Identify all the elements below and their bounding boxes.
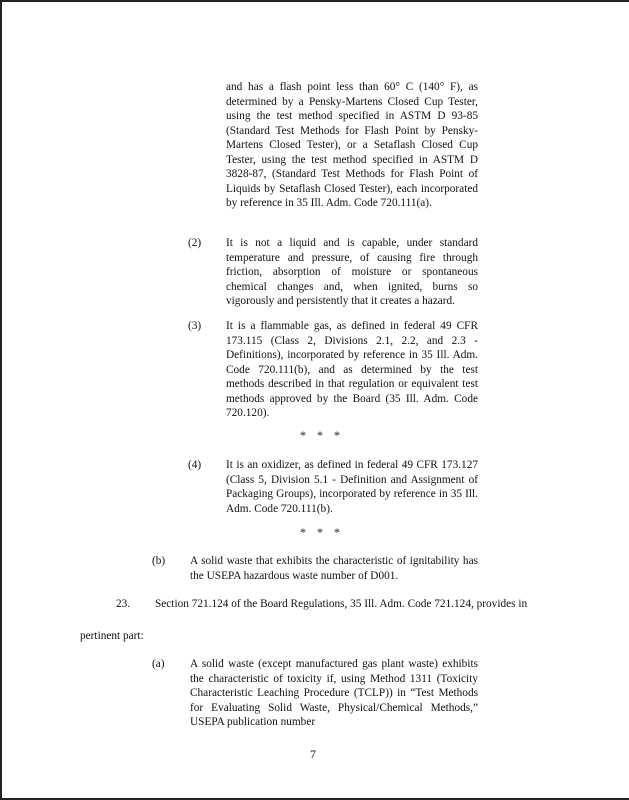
- continued-paragraph: and has a flash point less than 60° C (140° F), as determined by a Pensky-Martens Closed Cup Tester, using the test method specified in ASTM D 93-85 (Standard Test Methods for Flash Point by Pensky-Martens Closed Tester), or a Setaflash Closed Cup Tester, using the test method specified in ASTM D 3828-87, (Standard Test Methods for Flash Point of Liquids by Setaflash Closed Tester), each incorporated by reference in 35 Ill. Adm. Code 720.111(a).: [226, 81, 478, 209]
- item-4-text: It is an oxidizer, as defined in federal 49 CFR 173.127 (Class 5, Division 5.1 - Definition and Assignment of Packaging Groups), incorporated by reference in 35 Ill. Adm. Code 720.111(b).: [226, 459, 478, 515]
- omission-stars: * * *: [300, 428, 344, 442]
- item-3-text: It is a flammable gas, as defined in federal 49 CFR 173.115 (Class 2, Divisions 2.1, 2.2, and 2.3 - Definitions), incorporated by reference in 35 Ill. Adm. Code 720.111(b), and as determined by the test methods described in that regulation or equivalent test methods approved by the Board (35 Ill. Adm. Code 720.120).: [226, 320, 478, 419]
- subsection-b-text: A solid waste that exhibits the characteristic of ignitability has the USEPA hazardous waste number of D001.: [190, 555, 478, 582]
- paragraph-23-line2: pertinent part:: [80, 630, 144, 642]
- page-number: 7: [310, 747, 316, 761]
- scan-border-left: [0, 0, 2, 800]
- item-2-text: It is not a liquid and is capable, under standard temperature and pressure, of causing fire through friction, absorption of moisture or spontaneous chemical changes and, when ignited, burns so vigorously and persistently that it creates a hazard.: [226, 237, 478, 307]
- item-3-number: (3): [188, 320, 202, 332]
- item-4-number: (4): [188, 459, 202, 471]
- paragraph-23-number: 23.: [116, 598, 131, 610]
- subsection-a-number: (a): [152, 658, 165, 670]
- omission-stars: * * *: [300, 525, 344, 539]
- item-2-number: (2): [188, 237, 202, 249]
- subsection-b-number: (b): [152, 555, 166, 567]
- scan-border-top: [0, 0, 629, 2]
- subsection-a-text: A solid waste (except manufactured gas plant waste) exhibits the characteristic of toxicity if, using Method 1311 (Toxicity Characteristic Leaching Procedure (TCLP)) in “Test Methods for Evaluating Solid Waste, Physical/Chemical Methods,” USEPA publication number: [190, 658, 478, 728]
- paragraph-23-line1: Section 721.124 of the Board Regulations, 35 Ill. Adm. Code 721.124, provides in: [155, 598, 528, 610]
